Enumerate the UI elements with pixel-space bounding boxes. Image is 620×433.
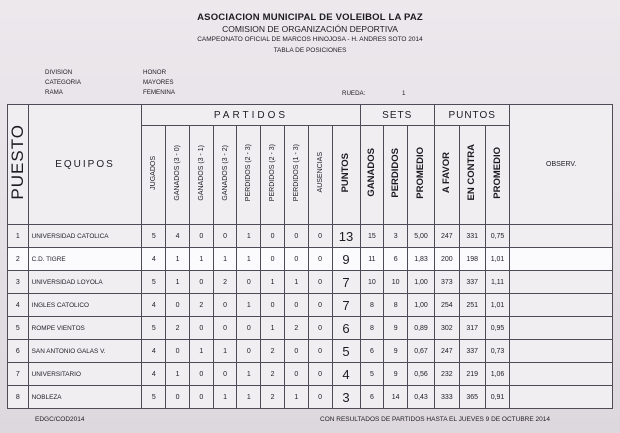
partidos-group-header: PARTIDOS [142,105,360,126]
row-cell: 5 [142,271,166,294]
row-cell: 4 [142,248,166,271]
division-value: HONOR [143,69,167,76]
row-cell: 0 [261,248,285,271]
row-cell: 1 [166,271,190,294]
row-cell: 1 [213,386,237,409]
row-cell: 0 [189,225,213,248]
row-cell: 0,73 [485,340,510,363]
row-cell: 3 [332,386,360,409]
row-cell: 0 [284,363,308,386]
table-title: TABLA DE POSICIONES [273,47,347,54]
row-cell: 7 [332,271,360,294]
row-cell: 1,83 [408,248,435,271]
row-team: UNIVERSIDAD LOYOLA [28,271,142,294]
division-label: DIVISION [45,69,73,76]
footer-note: CON RESULTADOS DE PARTIDOS HASTA EL JUEVES 9 DE OCTUBRE 2014 [320,416,550,423]
row-cell: 1 [261,317,285,340]
row-cell: 1,01 [485,294,510,317]
row-cell: 9 [384,363,408,386]
row-cell: 254 [434,294,459,317]
row-cell: 0 [166,294,190,317]
row-observ [510,363,613,386]
row-cell: 6 [360,340,384,363]
col-ganados-3-2: GANADOS (3 - 2) [213,126,237,225]
row-cell: 0 [237,317,261,340]
row-cell: 7 [332,294,360,317]
row-cell: 0 [308,317,332,340]
col-sets-perdidos: PERDIDOS [384,126,408,225]
row-cell: 251 [459,294,485,317]
row-cell: 4 [332,363,360,386]
row-cell: 1 [261,271,285,294]
row-cell: 1,00 [408,294,435,317]
row-cell: 247 [434,225,459,248]
row-cell: 6 [384,248,408,271]
row-cell: 14 [384,386,408,409]
row-cell: 1 [213,248,237,271]
standings-rows [8,225,613,409]
row-cell: 0 [284,248,308,271]
rama-value: FEMENINA [143,89,175,96]
row-cell: 2 [166,317,190,340]
row-cell: 6 [332,317,360,340]
row-cell: 15 [360,225,384,248]
row-cell: 4 [142,363,166,386]
row-cell: 8 [384,294,408,317]
row-cell: 2 [284,317,308,340]
table-row [8,248,613,271]
row-cell: 0 [308,363,332,386]
table-row [8,386,613,409]
row-cell: 1,06 [485,363,510,386]
row-cell: 0,56 [408,363,435,386]
col-ausencias: AUSENCIAS [308,126,332,225]
row-cell: 1 [166,248,190,271]
row-team: SAN ANTONIO GALAS V. [28,340,142,363]
row-cell: 0 [213,363,237,386]
row-cell: 1,00 [408,271,435,294]
row-cell: 0,89 [408,317,435,340]
row-cell: 0 [189,317,213,340]
row-cell: 1 [189,248,213,271]
row-cell: 365 [459,386,485,409]
col-ganados-3-1: GANADOS (3 - 1) [189,126,213,225]
sets-group-header: SETS [360,105,434,126]
row-cell: 1 [237,294,261,317]
row-team: UNIVERSITARIO [28,363,142,386]
row-observ [510,340,613,363]
row-observ [510,225,613,248]
col-puntos-promedio: PROMEDIO [485,126,510,225]
row-cell: 2 [261,386,285,409]
row-cell: 331 [459,225,485,248]
row-cell: 3 [384,225,408,248]
row-cell: 0,67 [408,340,435,363]
row-cell: 1,01 [485,248,510,271]
row-cell: 317 [459,317,485,340]
col-ganados-3-0: GANADOS (3 - 0) [166,126,190,225]
footer-code: EDGC/COD2014 [35,416,85,423]
row-cell: 9 [384,317,408,340]
row-cell: 247 [434,340,459,363]
row-cell: 4 [166,225,190,248]
row-cell: 302 [434,317,459,340]
row-position: 3 [8,271,29,294]
commission-title: COMISION DE ORGANIZACIÓN DEPORTIVA [222,24,398,34]
row-cell: 0 [284,340,308,363]
row-cell: 0 [308,294,332,317]
row-cell: 0 [213,225,237,248]
row-cell: 0 [308,340,332,363]
row-cell: 1 [166,363,190,386]
row-cell: 0 [189,386,213,409]
row-cell: 11 [360,248,384,271]
row-cell: 0 [261,294,285,317]
row-position: 4 [8,294,29,317]
row-cell: 8 [360,294,384,317]
row-cell: 10 [384,271,408,294]
row-cell: 0 [189,271,213,294]
col-puntos-en-contra: EN CONTRA [459,126,485,225]
row-cell: 0 [261,225,285,248]
col-perdidos-2-3-b: PERDIDOS (2 - 3) [261,126,285,225]
row-cell: 337 [459,271,485,294]
row-cell: 219 [459,363,485,386]
row-cell: 5 [142,386,166,409]
row-cell: 1 [237,225,261,248]
row-cell: 333 [434,386,459,409]
row-cell: 0 [213,294,237,317]
col-perdidos-2-3-a: PERDIDOS (2 - 3) [237,126,261,225]
championship-title: CAMPEONATO OFICIAL DE MARCOS HINOJOSA - H. ANDRES SOTO 2014 [197,36,423,43]
row-cell: 232 [434,363,459,386]
row-cell: 0 [308,386,332,409]
row-cell: 0 [213,317,237,340]
equipos-header: EQUIPOS [28,105,142,225]
row-cell: 0 [308,225,332,248]
row-cell: 9 [384,340,408,363]
table-row [8,363,613,386]
row-cell: 4 [142,294,166,317]
col-puntos: PUNTOS [332,126,360,225]
row-cell: 1 [213,340,237,363]
row-cell: 13 [332,225,360,248]
row-cell: 5 [142,225,166,248]
row-cell: 5 [142,317,166,340]
row-position: 1 [8,225,29,248]
table-row [8,317,613,340]
table-row [8,271,613,294]
rueda-value: 1 [402,90,406,97]
table-row [8,294,613,317]
rueda-label: RUEDA: [342,90,366,97]
row-position: 7 [8,363,29,386]
row-cell: 5,00 [408,225,435,248]
col-perdidos-1-3: PERDIDOS (1 - 3) [284,126,308,225]
row-cell: 5 [332,340,360,363]
row-cell: 337 [459,340,485,363]
rama-label: RAMA [45,89,63,96]
row-cell: 0 [166,340,190,363]
row-observ [510,294,613,317]
row-observ [510,317,613,340]
row-cell: 1 [237,248,261,271]
row-observ [510,271,613,294]
row-cell: 0 [308,271,332,294]
col-sets-promedio: PROMEDIO [408,126,435,225]
row-cell: 8 [360,317,384,340]
row-cell: 0,43 [408,386,435,409]
row-team: NOBLEZA [28,386,142,409]
row-team: UNIVERSIDAD CATOLICA [28,225,142,248]
row-cell: 0 [189,363,213,386]
observ-header: OBSERV. [510,105,613,225]
categoria-value: MAYORES [143,79,174,86]
row-cell: 1 [284,271,308,294]
row-cell: 1 [237,363,261,386]
row-team: INGLES CATOLICO [28,294,142,317]
row-observ [510,248,613,271]
col-jugados: JUGADOS [142,126,166,225]
row-cell: 6 [360,386,384,409]
col-sets-ganados: GANADOS [360,126,384,225]
row-cell: 2 [189,294,213,317]
row-cell: 0 [284,294,308,317]
row-position: 2 [8,248,29,271]
row-cell: 2 [261,363,285,386]
row-cell: 0,75 [485,225,510,248]
col-puntos-a-favor: A FAVOR [434,126,459,225]
row-cell: 4 [142,340,166,363]
row-cell: 200 [434,248,459,271]
row-team: ROMPE VIENTOS [28,317,142,340]
row-cell: 198 [459,248,485,271]
row-position: 5 [8,317,29,340]
row-cell: 1 [284,386,308,409]
association-title: ASOCIACION MUNICIPAL DE VOLEIBOL LA PAZ [197,12,423,23]
row-cell: 5 [360,363,384,386]
row-cell: 2 [261,340,285,363]
categoria-label: CATEGORIA [45,79,81,86]
row-team: C.D. TIGRE [28,248,142,271]
puesto-header: PUESTO [8,105,29,225]
row-cell: 10 [360,271,384,294]
row-cell: 2 [213,271,237,294]
row-cell: 0 [237,271,261,294]
row-observ [510,386,613,409]
row-cell: 1 [189,340,213,363]
row-cell: 1,11 [485,271,510,294]
row-cell: 0,91 [485,386,510,409]
puntos-group-header: PUNTOS [434,105,510,126]
row-cell: 373 [434,271,459,294]
row-cell: 1 [237,386,261,409]
row-cell: 0,95 [485,317,510,340]
row-cell: 0 [308,248,332,271]
row-cell: 9 [332,248,360,271]
row-position: 8 [8,386,29,409]
table-row [8,225,613,248]
standings-table [7,104,613,409]
row-cell: 0 [166,386,190,409]
row-position: 6 [8,340,29,363]
row-cell: 0 [284,225,308,248]
table-row [8,340,613,363]
row-cell: 0 [237,340,261,363]
